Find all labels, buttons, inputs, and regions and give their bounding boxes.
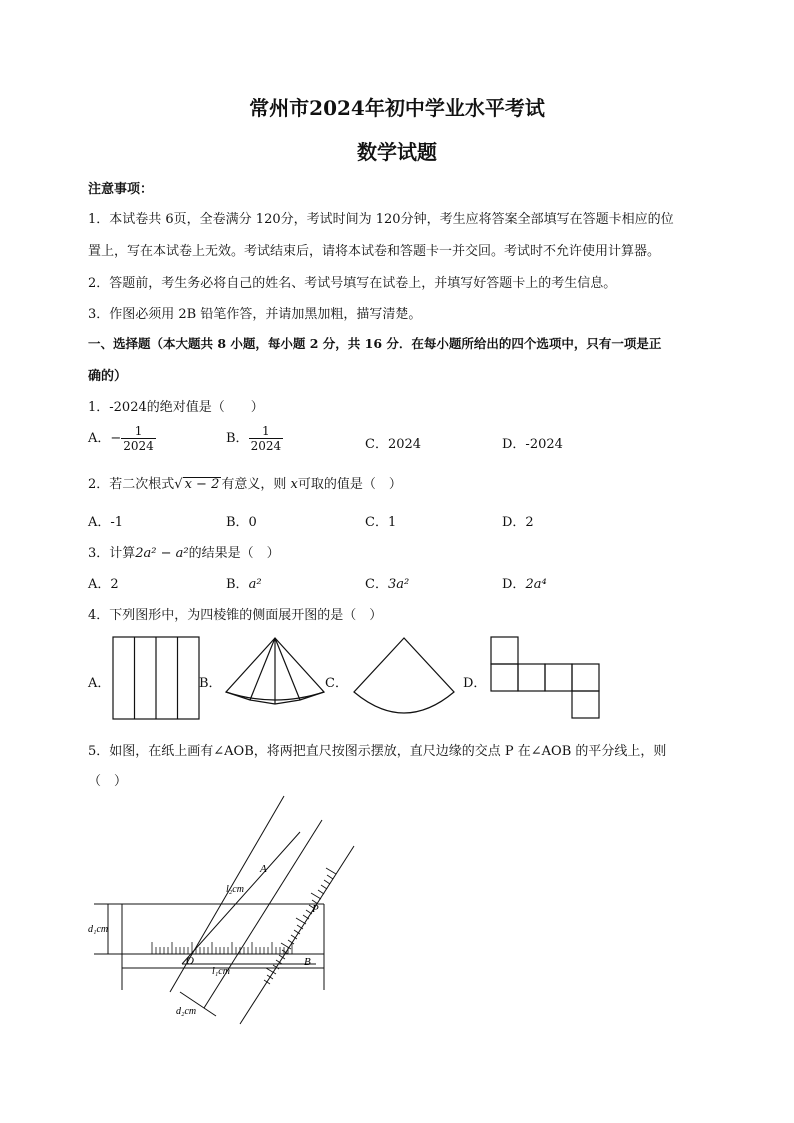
q4-figure-d bbox=[490, 636, 602, 720]
d1-label: d₁cm bbox=[88, 924, 109, 935]
question-4-stem: 4．下列图形中，为四棱锥的侧面展开图的是（ ） bbox=[88, 608, 383, 623]
q1-option-b: B． $\frac{1}{2024}$ bbox=[226, 424, 282, 453]
q2-option-a: A．-1 bbox=[88, 515, 124, 530]
q4-option-c-label: C． bbox=[325, 676, 348, 691]
q2-option-b: B．0 bbox=[226, 515, 257, 530]
q2-option-c: C．1 bbox=[365, 515, 397, 530]
q1-option-c: C．2024 bbox=[365, 437, 422, 452]
point-a-label: A bbox=[260, 863, 267, 875]
question-1-stem: 1．-2024的绝对值是（ ） bbox=[88, 400, 264, 415]
notes-item: 1．本试卷共 6页，全卷满分 120分，考试时间为 120分钟，考生应将答案全部填写在答题卡相应的位 bbox=[88, 212, 674, 227]
exam-subtitle: 数学试题 bbox=[357, 140, 437, 164]
q5-figure bbox=[86, 792, 366, 1028]
q4-figure-b bbox=[224, 636, 326, 706]
notes-item: 2．答题前，考生务必将自己的姓名、考试号填写在试卷上，并填写好答题卡上的考生信息。 bbox=[88, 276, 617, 291]
q4-figure-c bbox=[352, 636, 456, 716]
exam-title: 常州市2024年初中学业水平考试 bbox=[249, 96, 545, 120]
q3-option-a: A．2 bbox=[88, 577, 119, 592]
slanted-ruler-ticks bbox=[264, 868, 336, 984]
section-heading-cont: 确的） bbox=[88, 369, 128, 384]
q4-option-b-label: B． bbox=[199, 676, 222, 691]
q4-option-a-label: A． bbox=[88, 676, 111, 691]
section-heading: 一、选择题（本大题共 8 小题，每小题 2 分，共 16 分．在每小题所给出的四个选项中，只有一项是正 bbox=[88, 336, 662, 351]
notes-item: 置上，写在本试卷上无效。考试结束后，请将本试卷和答题卡一并交回。考试时不允许使用计算器。 bbox=[88, 244, 661, 259]
horizontal-ruler-ticks bbox=[152, 942, 292, 954]
q3-option-d: D．2a⁴ bbox=[502, 577, 547, 592]
d2-label: d₂cm bbox=[176, 1006, 197, 1017]
notes-item: 3．作图必须用 2B 铅笔作答，并请加黑加粗，描写清楚。 bbox=[88, 307, 422, 322]
question-3-stem: 3．计算2a² − a²的结果是（ ） bbox=[88, 546, 280, 561]
q2-option-d: D．2 bbox=[502, 515, 534, 530]
q1-option-a: A．− $\frac{1}{2024}$ bbox=[88, 424, 154, 453]
q3-option-b: B．a² bbox=[226, 577, 262, 592]
l1-label: l₁cm bbox=[212, 966, 230, 977]
q1-option-d: D．-2024 bbox=[502, 437, 563, 452]
q4-figure-a bbox=[112, 636, 202, 722]
question-2-stem: 2．若二次根式√ x − 2 有意义，则 x可取的值是（ ） bbox=[88, 477, 402, 492]
l2-label: l₂cm bbox=[226, 884, 244, 895]
point-b-label: B bbox=[304, 956, 311, 968]
point-p-label: P bbox=[312, 903, 319, 915]
question-5-stem-cont: （ ） bbox=[88, 774, 128, 789]
question-5-stem: 5．如图，在纸上画有∠AOB，将两把直尺按图示摆放，直尺边缘的交点 P 在∠AOB 的平分线上，则 bbox=[88, 744, 667, 759]
q4-option-d-label: D． bbox=[463, 676, 487, 691]
point-o-label: O bbox=[186, 955, 194, 967]
notes-heading: 注意事项： bbox=[88, 182, 154, 197]
q3-option-c: C．3a² bbox=[365, 577, 410, 592]
